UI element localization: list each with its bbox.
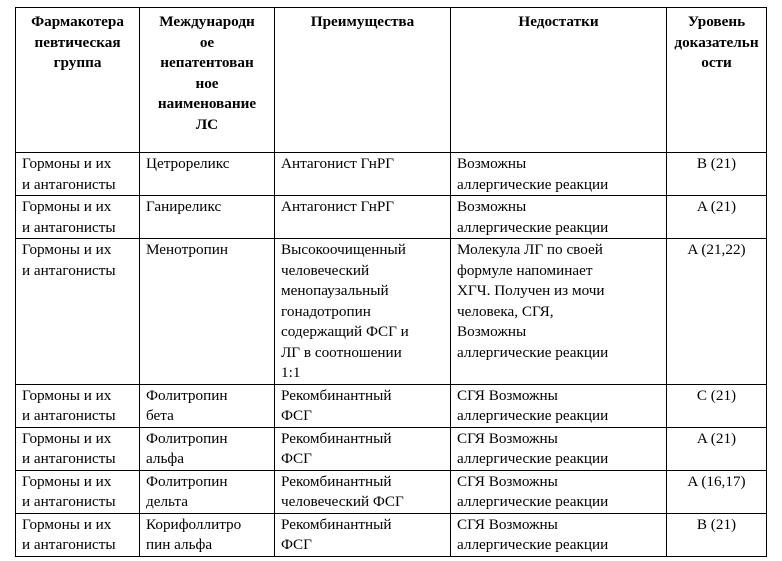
cell-evidence-level: C (21) <box>667 384 767 427</box>
header-evidence-level: Уровень доказательн ости <box>667 8 767 153</box>
cell-drawbacks: Возможны аллергические реакции <box>451 153 667 196</box>
table-row <box>16 384 767 427</box>
cell-group: Гормоны и их и антагонисты <box>16 470 140 513</box>
cell-evidence-level: A (21) <box>667 427 767 470</box>
cell-advantages: Рекомбинантный ФСГ <box>275 384 451 427</box>
cell-group: Гормоны и их и антагонисты <box>16 239 140 385</box>
cell-advantages: Рекомбинантный ФСГ <box>275 513 451 556</box>
cell-drawbacks: Возможны аллергические реакции <box>451 196 667 239</box>
cell-group: Гормоны и их и антагонисты <box>16 196 140 239</box>
cell-drawbacks: СГЯ Возможны аллергические реакции <box>451 470 667 513</box>
header-drawbacks: Недостатки <box>451 8 667 153</box>
cell-evidence-level: B (21) <box>667 513 767 556</box>
cell-group: Гормоны и их и антагонисты <box>16 427 140 470</box>
table-row <box>16 196 767 239</box>
cell-evidence-level: A (16,17) <box>667 470 767 513</box>
table-row <box>16 470 767 513</box>
header-row <box>16 8 767 153</box>
table-row <box>16 239 767 385</box>
cell-drawbacks: СГЯ Возможны аллергические реакции <box>451 384 667 427</box>
header-advantages: Преимущества <box>275 8 451 153</box>
cell-inn: Цетрореликс <box>140 153 275 196</box>
table-row <box>16 427 767 470</box>
cell-inn: Фолитропин бета <box>140 384 275 427</box>
cell-advantages: Рекомбинантный человеческий ФСГ <box>275 470 451 513</box>
cell-advantages: Рекомбинантный ФСГ <box>275 427 451 470</box>
drug-comparison-table <box>15 7 767 557</box>
cell-evidence-level: A (21) <box>667 196 767 239</box>
cell-advantages: Высокоочищенный человеческий менопаузальный гонадотропин содержащий ФСГ и ЛГ в соотношении 1:1 <box>275 239 451 385</box>
cell-group: Гормоны и их и антагонисты <box>16 513 140 556</box>
cell-inn: Фолитропин дельта <box>140 470 275 513</box>
header-inn: Международн ое непатентован ное наименование ЛС <box>140 8 275 153</box>
cell-advantages: Антагонист ГнРГ <box>275 196 451 239</box>
table-row <box>16 513 767 556</box>
cell-evidence-level: A (21,22) <box>667 239 767 385</box>
header-pharmacotherapeutic-group: Фармакотера певтическая группа <box>16 8 140 153</box>
cell-group: Гормоны и их и антагонисты <box>16 384 140 427</box>
cell-group: Гормоны и их и антагонисты <box>16 153 140 196</box>
cell-evidence-level: B (21) <box>667 153 767 196</box>
cell-inn: Менотропин <box>140 239 275 385</box>
cell-drawbacks: Молекула ЛГ по своей формуле напоминает ХГЧ. Получен из мочи человека, СГЯ, Возможны аллергические реакции <box>451 239 667 385</box>
cell-inn: Ганиреликс <box>140 196 275 239</box>
cell-drawbacks: СГЯ Возможны аллергические реакции <box>451 513 667 556</box>
cell-inn: Фолитропин альфа <box>140 427 275 470</box>
cell-advantages: Антагонист ГнРГ <box>275 153 451 196</box>
cell-drawbacks: СГЯ Возможны аллергические реакции <box>451 427 667 470</box>
cell-inn: Корифоллитро пин альфа <box>140 513 275 556</box>
table-row <box>16 153 767 196</box>
